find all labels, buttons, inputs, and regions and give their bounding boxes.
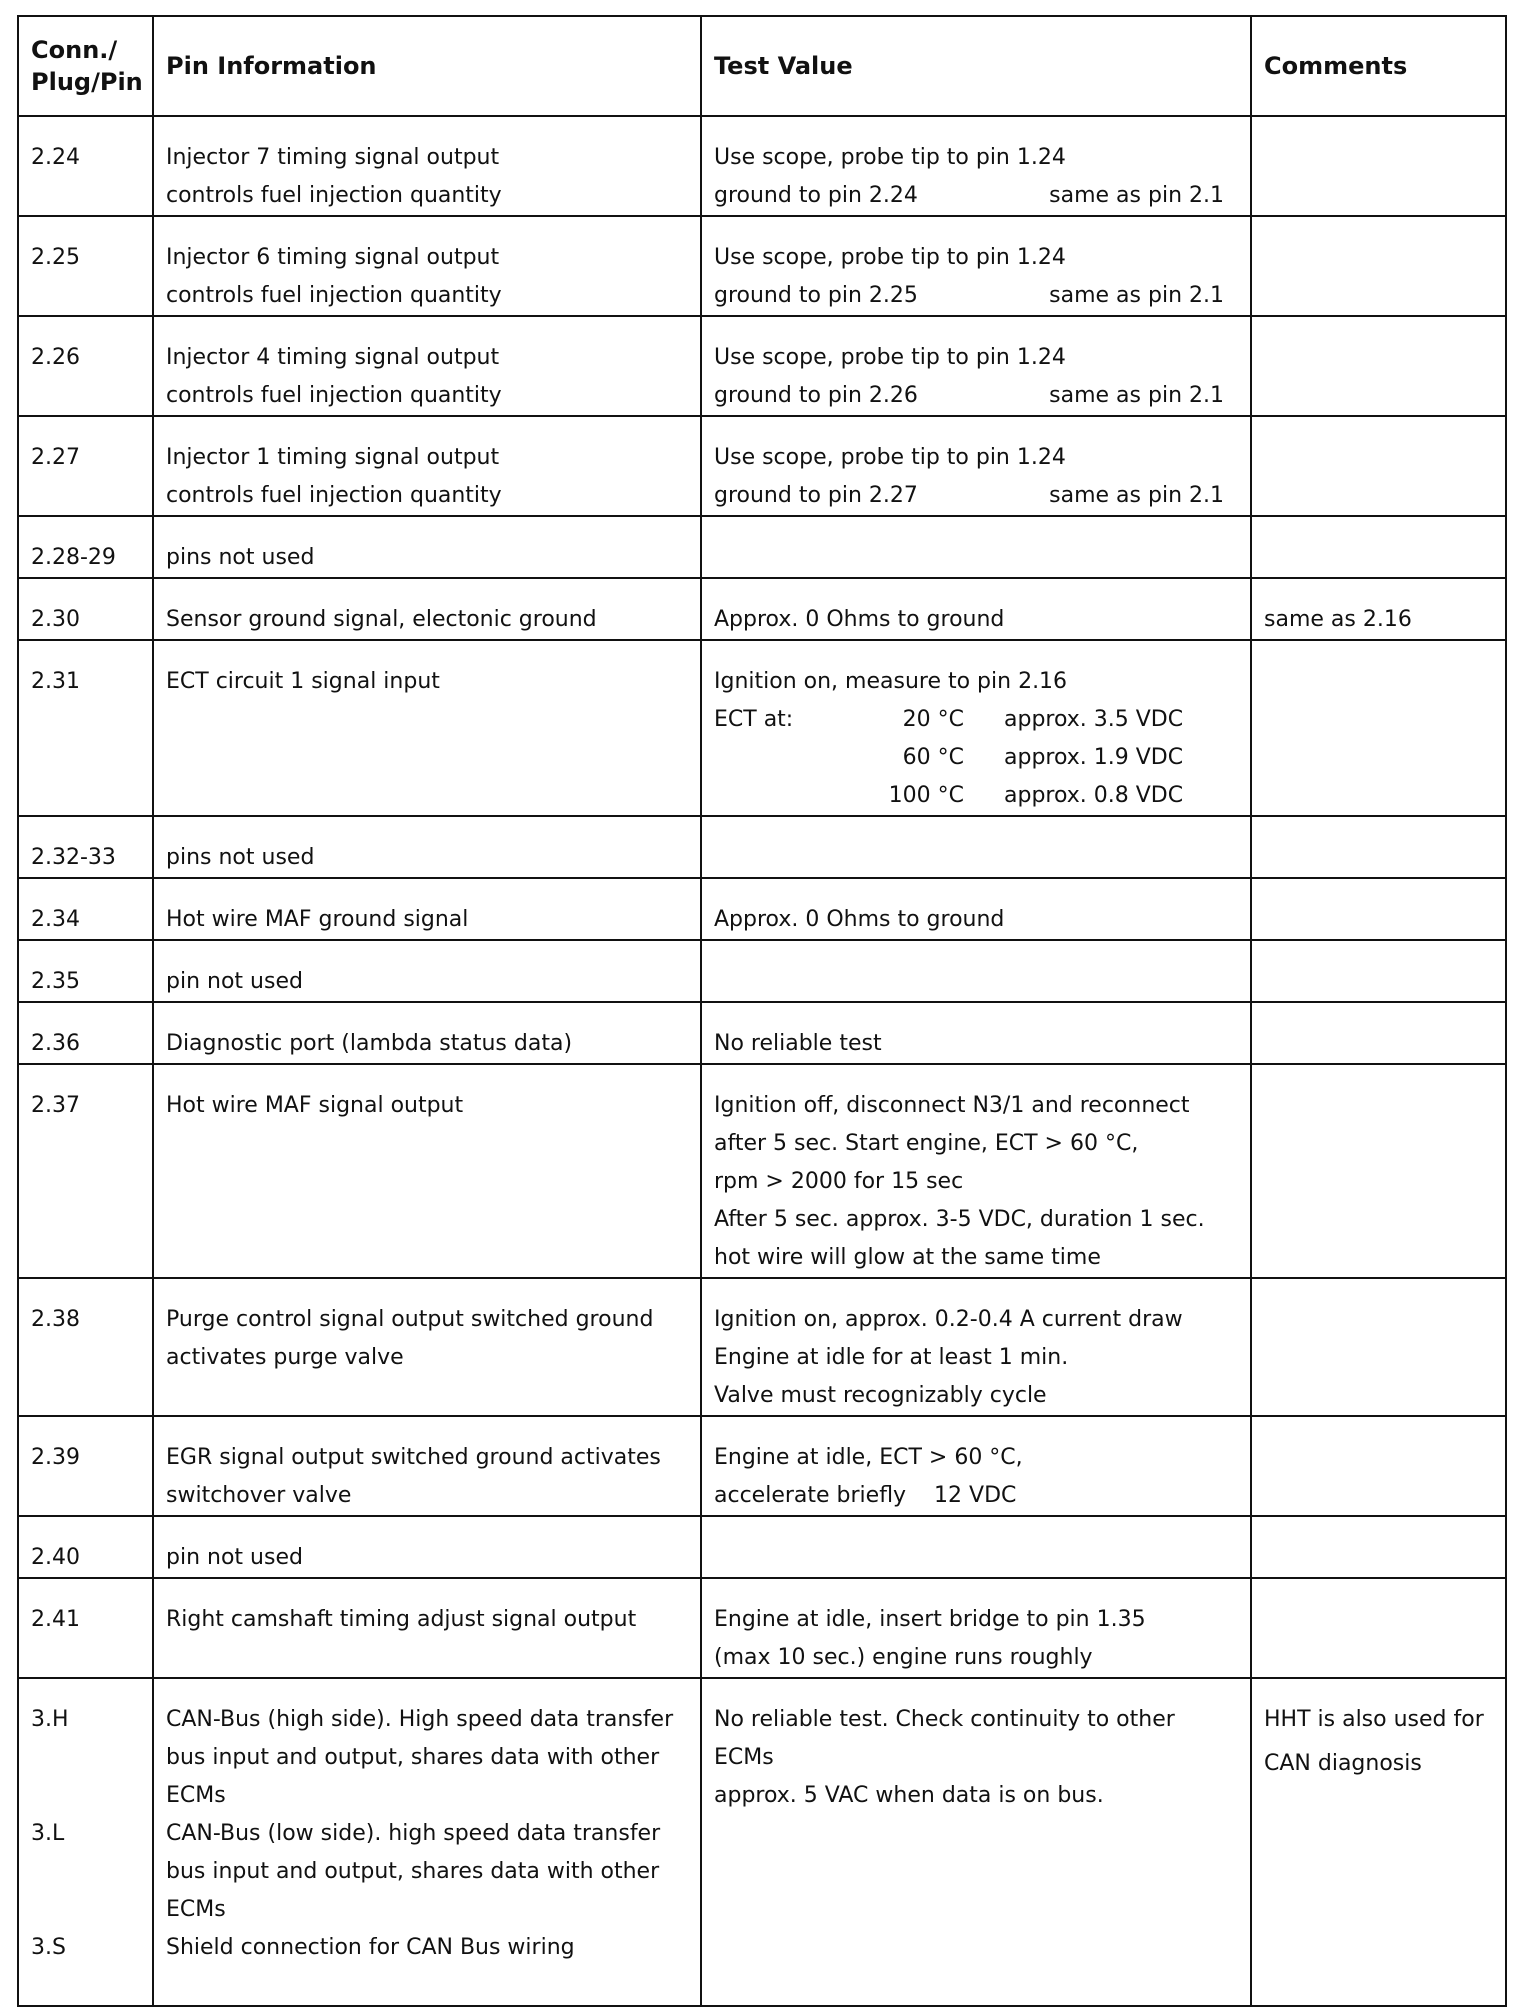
test-value-cell: Engine at idle, ECT > 60 °C, accelerate briefly 12 VDC [701, 1416, 1251, 1516]
table-row [18, 878, 1506, 940]
test-value-cell: Approx. 0 Ohms to ground [701, 878, 1251, 940]
test-value-cell [701, 516, 1251, 578]
comment-cell [1251, 1064, 1506, 1278]
pin-info-cell: Diagnostic port (lambda status data) [153, 1002, 701, 1064]
pin-info-cell: Hot wire MAF signal output [153, 1064, 701, 1278]
test-value-cell: Engine at idle, insert bridge to pin 1.35 (max 10 sec.) engine runs roughly [701, 1578, 1251, 1678]
comment-cell [1251, 116, 1506, 216]
table-row [18, 516, 1506, 578]
table-row [18, 640, 1506, 816]
pin-info-cell: Injector 7 timing signal output controls fuel injection quantity [153, 116, 701, 216]
pin-cell: 2.32-33 [18, 816, 153, 878]
table-row [18, 416, 1506, 516]
test-value-cell: Use scope, probe tip to pin 1.24 ground to pin 2.26 same as pin 2.1 [701, 316, 1251, 416]
pin-cell: 2.35 [18, 940, 153, 1002]
test-value-cell [701, 1516, 1251, 1578]
test-value-cell: Approx. 0 Ohms to ground [701, 578, 1251, 640]
header-comments: Comments [1251, 16, 1506, 116]
pin-cell: 2.41 [18, 1578, 153, 1678]
test-value-cell [701, 816, 1251, 878]
pin-info-cell: ECT circuit 1 signal input [153, 640, 701, 816]
pin-info-cell: Sensor ground signal, electonic ground [153, 578, 701, 640]
header-conn: Conn./ Plug/Pin [18, 16, 153, 116]
comment-cell [1251, 1278, 1506, 1416]
header-test-value: Test Value [701, 16, 1251, 116]
pin-info-cell: Hot wire MAF ground signal [153, 878, 701, 940]
table-row [18, 1516, 1506, 1578]
pin-cell: 2.25 [18, 216, 153, 316]
pin-cell: 2.24 [18, 116, 153, 216]
pin-info-cell: pin not used [153, 1516, 701, 1578]
table-row [18, 1064, 1506, 1278]
pin-info-cell: pin not used [153, 940, 701, 1002]
comment-cell [1251, 1578, 1506, 1678]
test-value-cell: Ignition on, measure to pin 2.16 ECT at: 20 °C approx. 3.5 VDC 60 °C approx. 1.9 VDC 100 °C approx. 0.8 VDC [701, 640, 1251, 816]
pin-cell: 2.37 [18, 1064, 153, 1278]
comment-cell [1251, 316, 1506, 416]
pin-info-cell: pins not used [153, 516, 701, 578]
comment-cell: same as 2.16 [1251, 578, 1506, 640]
pin-info-cell: EGR signal output switched ground activates switchover valve [153, 1416, 701, 1516]
test-value-cell: Use scope, probe tip to pin 1.24 ground to pin 2.25 same as pin 2.1 [701, 216, 1251, 316]
pin-info-cell: Injector 6 timing signal output controls fuel injection quantity [153, 216, 701, 316]
table-row [18, 316, 1506, 416]
table-row [18, 578, 1506, 640]
test-value-cell: Ignition on, approx. 0.2-0.4 A current draw Engine at idle for at least 1 min. Valve must recognizably cycle [701, 1278, 1251, 1416]
pin-info-cell: CAN-Bus (high side). High speed data transfer bus input and output, shares data with other ECMs CAN-Bus (low side). high speed data transfer bus input and output, shares data with other ECMs Shield connection for CAN Bus wiring [153, 1678, 701, 2006]
pin-cell: 2.38 [18, 1278, 153, 1416]
test-value-cell: No reliable test. Check continuity to other ECMs approx. 5 VAC when data is on bus. [701, 1678, 1251, 2006]
comment-cell: HHT is also used for CAN diagnosis [1251, 1678, 1506, 2006]
pin-cell: 2.28-29 [18, 516, 153, 578]
table-row [18, 116, 1506, 216]
comment-cell [1251, 1002, 1506, 1064]
pin-info-cell: pins not used [153, 816, 701, 878]
pin-info-cell: Injector 1 timing signal output controls fuel injection quantity [153, 416, 701, 516]
table-row [18, 1416, 1506, 1516]
pin-cell: 2.36 [18, 1002, 153, 1064]
table-row [18, 1002, 1506, 1064]
comment-cell [1251, 640, 1506, 816]
comment-cell [1251, 216, 1506, 316]
comment-cell [1251, 1516, 1506, 1578]
table-row [18, 1578, 1506, 1678]
comment-cell [1251, 940, 1506, 1002]
test-value-cell [701, 940, 1251, 1002]
pin-cell: 2.40 [18, 1516, 153, 1578]
table-row-can-bus [18, 1678, 1506, 2006]
test-value-cell: Use scope, probe tip to pin 1.24 ground to pin 2.27 same as pin 2.1 [701, 416, 1251, 516]
comment-cell [1251, 416, 1506, 516]
table-row [18, 816, 1506, 878]
pin-cell: 2.39 [18, 1416, 153, 1516]
table-row [18, 1278, 1506, 1416]
pin-cell: 2.31 [18, 640, 153, 816]
pin-cell: 3.H 3.L 3.S [18, 1678, 153, 2006]
comment-cell [1251, 816, 1506, 878]
header-row [18, 16, 1506, 116]
header-pin-information: Pin Information [153, 16, 701, 116]
comment-cell [1251, 1416, 1506, 1516]
pin-table [17, 15, 1507, 2007]
comment-cell [1251, 516, 1506, 578]
pin-info-cell: Purge control signal output switched ground activates purge valve [153, 1278, 701, 1416]
ect-values: ECT at: 20 °C approx. 3.5 VDC 60 °C approx. 1.9 VDC 100 °C approx. 0.8 VDC [714, 707, 1184, 808]
test-value-cell: Use scope, probe tip to pin 1.24 ground to pin 2.24 same as pin 2.1 [701, 116, 1251, 216]
comment-cell [1251, 878, 1506, 940]
table-row [18, 216, 1506, 316]
test-value-cell: No reliable test [701, 1002, 1251, 1064]
table-row [18, 940, 1506, 1002]
pin-cell: 2.27 [18, 416, 153, 516]
test-value-cell: Ignition off, disconnect N3/1 and reconnect after 5 sec. Start engine, ECT > 60 °C, rpm > 2000 for 15 sec After 5 sec. approx. 3-5 VDC, duration 1 sec. hot wire will glow at the same time [701, 1064, 1251, 1278]
pin-cell: 2.26 [18, 316, 153, 416]
pin-info-cell: Injector 4 timing signal output controls fuel injection quantity [153, 316, 701, 416]
pin-cell: 2.34 [18, 878, 153, 940]
pin-cell: 2.30 [18, 578, 153, 640]
pin-info-cell: Right camshaft timing adjust signal output [153, 1578, 701, 1678]
